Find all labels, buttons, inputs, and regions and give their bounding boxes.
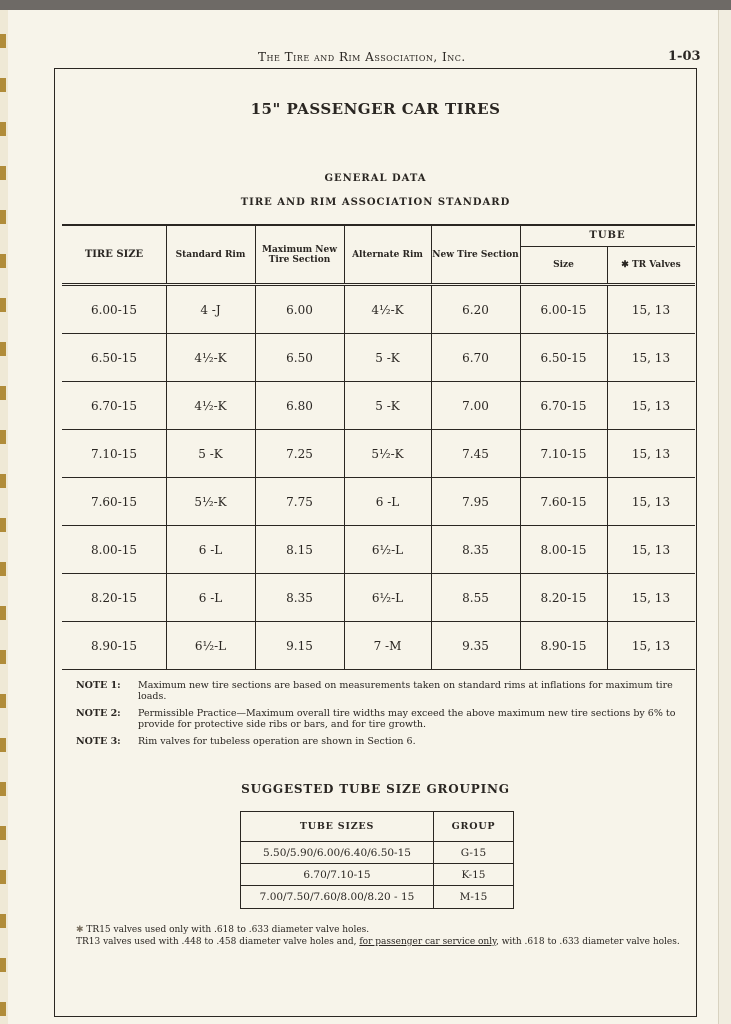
cell-new-section: 7.45 bbox=[462, 446, 489, 461]
header-tube: TUBE bbox=[589, 230, 626, 241]
grouping-col-sizes: TUBE SIZES bbox=[241, 812, 434, 841]
table-row: 5.50/5.90/6.00/6.40/6.50-15 G-15 bbox=[241, 842, 513, 864]
cell-max-section: 8.15 bbox=[286, 542, 313, 557]
cell-tire-size: 8.00-15 bbox=[90, 542, 138, 557]
note-2: NOTE 2: Permissible Practice—Maximum overall tire widths may exceed the above maximum new tire sections by 6% to provide for protective side ribs or bars, and for tire growth. bbox=[76, 708, 676, 730]
cell-tube-size: 7.60-15 bbox=[540, 494, 587, 509]
grouping-title: SUGGESTED TUBE SIZE GROUPING bbox=[241, 782, 510, 796]
cell-valves: 15, 13 bbox=[631, 542, 671, 557]
cell-valves: 15, 13 bbox=[631, 590, 671, 605]
cell-new-section: 9.35 bbox=[462, 638, 489, 653]
cell-new-section: 8.55 bbox=[462, 590, 489, 605]
table-row bbox=[62, 622, 695, 670]
cell-max-section: 8.35 bbox=[286, 590, 313, 605]
notes bbox=[76, 680, 688, 753]
subtitle-standard: TIRE AND RIM ASSOCIATION STANDARD bbox=[240, 197, 511, 208]
cell-max-section: 7.25 bbox=[286, 446, 313, 461]
page-number: 1-03 bbox=[668, 49, 701, 64]
page-right-edge bbox=[718, 10, 731, 1024]
binding-edge bbox=[0, 10, 8, 1024]
cell-max-section: 6.80 bbox=[286, 398, 313, 413]
note-3: NOTE 3: Rim valves for tubeless operation are shown in Section 6. bbox=[76, 736, 416, 747]
cell-tire-size: 6.70-15 bbox=[90, 398, 138, 413]
header-tube-size: Size bbox=[553, 259, 574, 270]
cell-std-rim: 4½-K bbox=[194, 398, 227, 413]
cell-alt-rim: 6½-L bbox=[371, 542, 404, 557]
cell-max-section: 7.75 bbox=[286, 494, 313, 509]
cell-alt-rim: 7 -M bbox=[373, 638, 402, 653]
table-row: 7.00/7.50/7.60/8.00/8.20 - 15 M-15 bbox=[241, 886, 513, 908]
cell-new-section: 7.95 bbox=[462, 494, 489, 509]
header-alternate-rim: Alternate Rim bbox=[352, 249, 423, 260]
cell-alt-rim: 5 -K bbox=[375, 398, 400, 413]
cell-tube-size: 6.70-15 bbox=[540, 398, 587, 413]
cell-std-rim: 6½-L bbox=[194, 638, 227, 653]
cell-std-rim: 5½-K bbox=[194, 494, 227, 509]
cell-tire-size: 6.00-15 bbox=[90, 302, 138, 317]
cell-tire-size: 7.10-15 bbox=[90, 446, 138, 461]
table-row bbox=[62, 334, 695, 382]
cell-tube-size: 8.20-15 bbox=[540, 590, 587, 605]
table-row bbox=[62, 286, 695, 334]
top-edge bbox=[0, 0, 731, 10]
cell-std-rim: 4 -J bbox=[200, 302, 221, 317]
cell-tube-size: 6.00-15 bbox=[540, 302, 587, 317]
footnote-1: ✱ TR15 valves used only with .618 to .633 diameter valve holes. bbox=[76, 925, 370, 935]
cell-tube-size: 6.50-15 bbox=[540, 350, 587, 365]
cell-alt-rim: 4½-K bbox=[371, 302, 404, 317]
cell-new-section: 7.00 bbox=[462, 398, 489, 413]
page-header bbox=[0, 50, 731, 70]
cell-alt-rim: 6 -L bbox=[375, 494, 400, 509]
cell-tube-size: 7.10-15 bbox=[540, 446, 587, 461]
cell-tire-size: 6.50-15 bbox=[90, 350, 138, 365]
cell-std-rim: 6 -L bbox=[198, 542, 223, 557]
grouping-col-group: GROUP bbox=[451, 821, 496, 832]
cell-tube-size: 8.90-15 bbox=[540, 638, 587, 653]
header-new-section: New Tire Section bbox=[432, 249, 519, 260]
table-row bbox=[62, 430, 695, 478]
association-name: The Tire and Rim Association, Inc. bbox=[258, 50, 466, 64]
cell-alt-rim: 5½-K bbox=[371, 446, 404, 461]
header-standard-rim: Standard Rim bbox=[175, 249, 246, 260]
cell-valves: 15, 13 bbox=[631, 350, 671, 365]
table-row bbox=[62, 478, 695, 526]
cell-valves: 15, 13 bbox=[631, 302, 671, 317]
cell-alt-rim: 5 -K bbox=[375, 350, 400, 365]
cell-new-section: 8.35 bbox=[462, 542, 489, 557]
footnotes bbox=[76, 924, 688, 948]
footnote-2: TR13 valves used with .448 to .458 diameter valve holes and, for passenger car service only, with .618 to .633 diameter valve holes. bbox=[76, 937, 680, 947]
page-title: 15" PASSENGER CAR TIRES bbox=[250, 100, 501, 118]
cell-std-rim: 5 -K bbox=[198, 446, 223, 461]
tire-data-table bbox=[62, 224, 695, 670]
cell-max-section: 6.50 bbox=[286, 350, 313, 365]
header-max-section: Maximum New Tire Section bbox=[261, 244, 337, 265]
cell-new-section: 6.70 bbox=[462, 350, 489, 365]
grouping-header bbox=[241, 812, 513, 842]
cell-std-rim: 4½-K bbox=[194, 350, 227, 365]
table-header bbox=[62, 224, 695, 286]
header-tire-size: TIRE SIZE bbox=[84, 248, 144, 260]
cell-valves: 15, 13 bbox=[631, 638, 671, 653]
cell-alt-rim: 6½-L bbox=[371, 590, 404, 605]
cell-tire-size: 8.20-15 bbox=[90, 590, 138, 605]
cell-tire-size: 8.90-15 bbox=[90, 638, 138, 653]
table-row bbox=[62, 382, 695, 430]
header-tube-valves: ✱ TR Valves bbox=[621, 259, 681, 270]
cell-tube-size: 8.00-15 bbox=[540, 542, 587, 557]
cell-tire-size: 7.60-15 bbox=[90, 494, 138, 509]
cell-max-section: 6.00 bbox=[286, 302, 313, 317]
cell-max-section: 9.15 bbox=[286, 638, 313, 653]
tube-grouping-table bbox=[240, 811, 514, 909]
cell-valves: 15, 13 bbox=[631, 398, 671, 413]
subtitle-general-data: GENERAL DATA bbox=[324, 173, 427, 184]
cell-std-rim: 6 -L bbox=[198, 590, 223, 605]
cell-valves: 15, 13 bbox=[631, 446, 671, 461]
table-row: 6.70/7.10-15 K-15 bbox=[241, 864, 513, 886]
table-row bbox=[62, 574, 695, 622]
cell-valves: 15, 13 bbox=[631, 494, 671, 509]
cell-new-section: 6.20 bbox=[462, 302, 489, 317]
note-1: NOTE 1: Maximum new tire sections are based on measurements taken on standard rims at inflations for maximum tire loads. bbox=[76, 680, 673, 702]
table-row bbox=[62, 526, 695, 574]
